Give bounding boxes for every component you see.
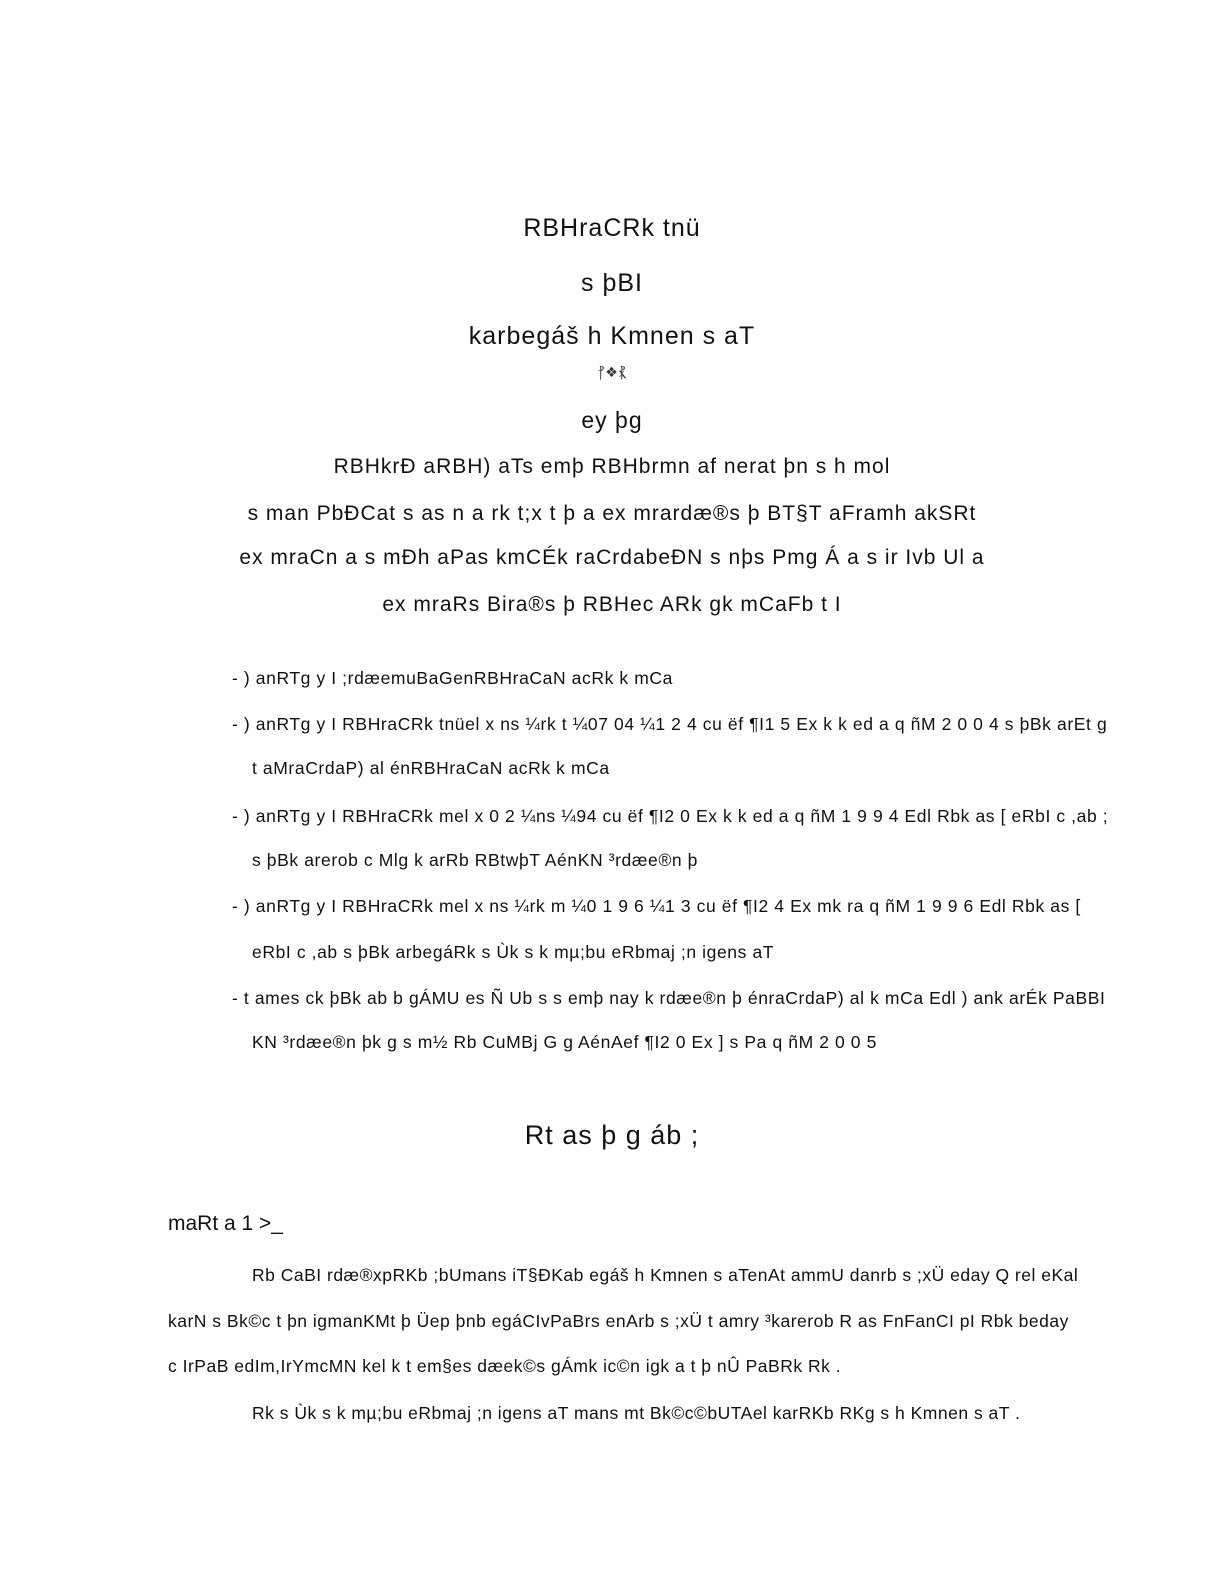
reference-item-2-cont: t aMraCrdaP) al énRBHraCaN acRk k mCa	[252, 758, 610, 778]
ornament-divider: ⳨❖⳩	[597, 364, 627, 380]
reference-item-1: - ) anRTg y I ;rdæemuBaGenRBHraCaN acRk k mCa	[232, 668, 673, 688]
article-heading: maRt a 1 >_	[168, 1212, 283, 1235]
body-line-1: Rb CaBI rdæ®xpRKb ;bUmans iT§ÐKab egáš h Kmnen s aTenAt ammU danrb s ;xÜ eday Q rel eKal	[252, 1265, 1079, 1285]
body-line-2: karN s Bk©c t þn igmanKMt þ Üep þnb egáCIvPaBrs enArb s ;xÜ t amry ³karerob R as FnFanCI pI Rbk beday	[168, 1311, 1069, 1331]
preamble-line-4: ex mraRs Bira®s þ RBHec ARk gk mCaFb t I	[382, 593, 842, 616]
reference-item-3: - ) anRTg y I RBHraCRk mel x 0 2 ¼ns ¼94 cu ëf ¶I2 0 Ex k k ed a q ñM 1 9 9 4 Edl Rbk as [ eRbI c ,ab ;	[232, 806, 1109, 826]
reference-item-5-cont: KN ³rdæe®n þk g s m½ Rb CuMBj G g AénAef ¶I2 0 Ex ] s Pa q ñM 2 0 0 5	[252, 1032, 877, 1052]
reference-item-4: - ) anRTg y I RBHraCRk mel x ns ¼rk m ¼0 1 9 6 ¼1 3 cu ëf ¶I2 4 Ex mk ra q ñM 1 9 9 6 Edl Rbk as [	[232, 896, 1081, 916]
preamble-line-2: s man PbÐCat s as n a rk t;x t þ a ex mrardæ®s þ BT§T aFramh akSRt	[247, 502, 977, 525]
reference-item-4-cont: eRbI c ,ab s þBk arbegáRk s Ùk s k mµ;bu eRbmaj ;n igens aT	[252, 942, 775, 962]
reference-item-5: - t ames ck þBk ab b gÁMU es Ñ Ub s s emþ nay k rdæe®n þ énraCrdaP) al k mCa Edl ) ank arÉk PaBBI	[232, 988, 1106, 1008]
body-line-3: c IrPaB edIm,IrYmcMN kel k t em§es dæek©s gÁmk ic©n igk a t þ nÛ PaBRk Rk .	[168, 1356, 842, 1376]
preamble-line-3: ex mraCn a s mÐh aPas kmCÉk raCrdabeÐN s nþs Pmg Á a s ir Ivb Ul a	[239, 546, 985, 569]
title-line-2: s þBI	[581, 269, 643, 297]
section-title: Rt as þ g áb ;	[524, 1120, 700, 1150]
title-line-1: RBHraCRk tnü	[523, 214, 701, 242]
reference-item-3-cont: s þBk arerob c Mlg k arRb RBtwþT AénKN ³rdæe®n þ	[252, 850, 698, 870]
preamble-line-1: RBHkrÐ aRBH) aTs emþ RBHbrmn af nerat þn s h mol	[333, 455, 891, 478]
title-line-4: ey þg	[581, 407, 643, 433]
title-line-3: karbegáš h Kmnen s aT	[468, 322, 756, 350]
reference-item-2: - ) anRTg y I RBHraCRk tnüel x ns ¼rk t ¼07 04 ¼1 2 4 cu ëf ¶I1 5 Ex k k ed a q ñM 2 0 0 4 s þBk arEt g	[232, 714, 1108, 734]
body-line-4: Rk s Ùk s k mµ;bu eRbmaj ;n igens aT mans mt Bk©c©bUTAel karRKb RKg s h Kmnen s aT .	[252, 1403, 1021, 1423]
